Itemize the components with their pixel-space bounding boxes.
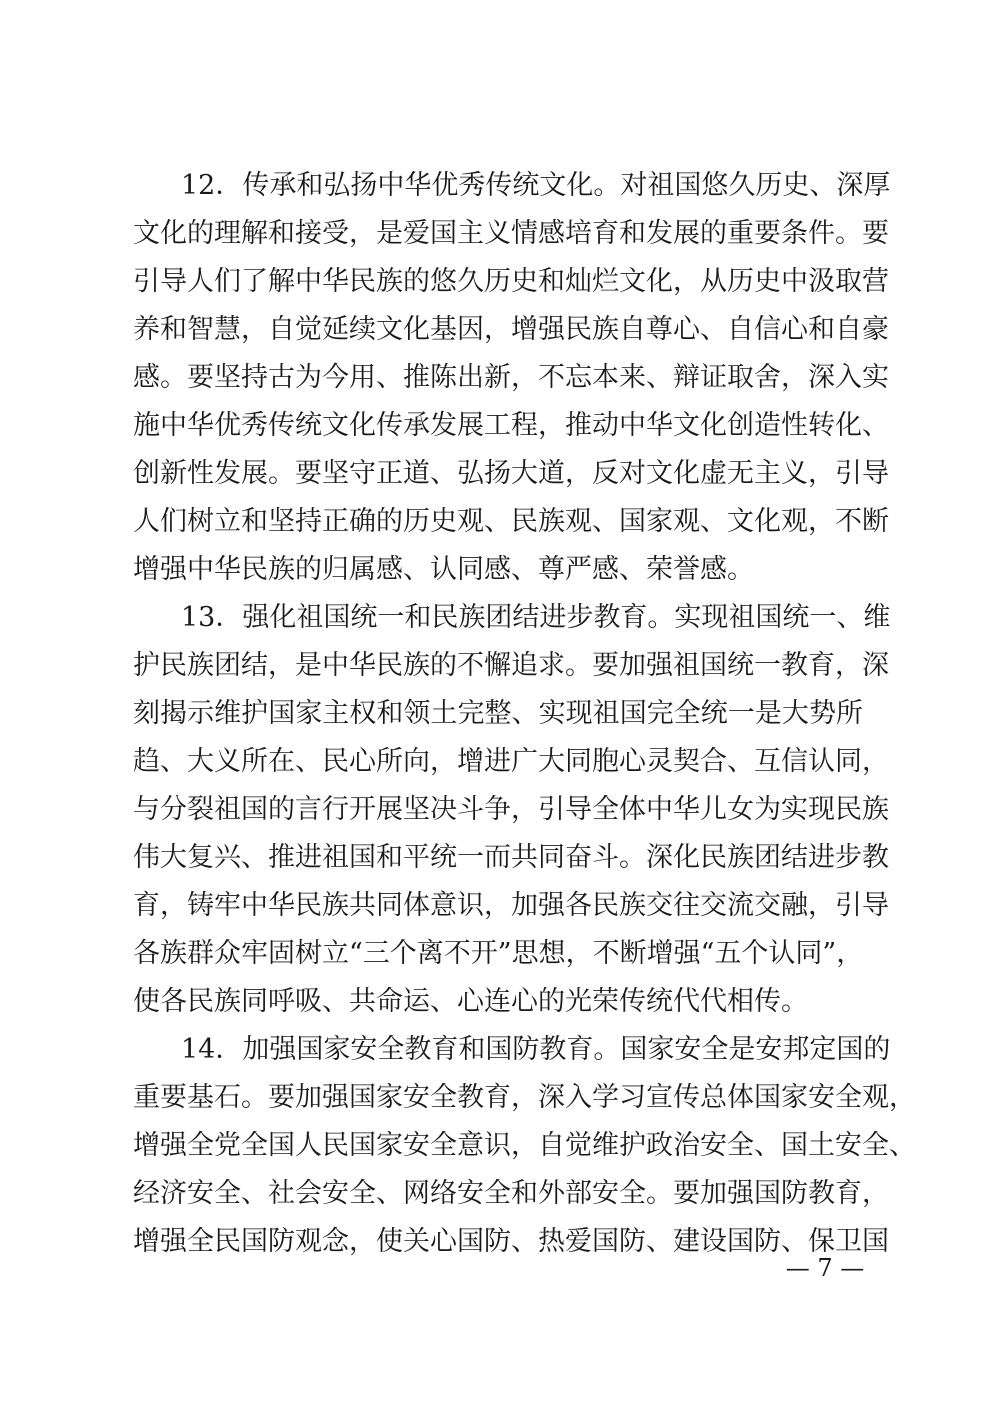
paragraph-line: 刻揭示维护国家主权和领土完整、实现祖国完全统一是大势所 — [133, 698, 863, 729]
page-number: — 7 — — [785, 1254, 865, 1282]
paragraph-line: 护民族团结，是中华民族的不懈追求。要加强祖国统一教育，深 — [133, 650, 889, 681]
paragraph-line: 经济安全、社会安全、网络安全和外部安全。要加强国防教育， — [133, 1178, 889, 1209]
paragraph-line: 创新性发展。要坚守正道、弘扬大道，反对文化虚无主义，引导 — [133, 458, 889, 489]
paragraph-line: 趋、大义所在、民心所向，增进广大同胞心灵契合、互信认同， — [133, 746, 889, 777]
paragraph-line: 12．传承和弘扬中华优秀传统文化。对祖国悠久历史、深厚 — [181, 170, 891, 201]
paragraph-line: 养和智慧，自觉延续文化基因，增强民族自尊心、自信心和自豪 — [133, 314, 889, 345]
paragraph-line: 人们树立和坚持正确的历史观、民族观、国家观、文化观，不断 — [133, 506, 889, 537]
paragraph-line: 伟大复兴、推进祖国和平统一而共同奋斗。深化民族团结进步教 — [133, 842, 889, 873]
paragraph-line: 14．加强国家安全教育和国防教育。国家安全是安邦定国的 — [181, 1034, 891, 1065]
paragraph-line: 与分裂祖国的言行开展坚决斗争，引导全体中华儿女为实现民族 — [133, 794, 889, 825]
paragraph-line: 重要基石。要加强国家安全教育，深入学习宣传总体国家安全观， — [133, 1082, 916, 1113]
paragraph-line: 文化的理解和接受，是爱国主义情感培育和发展的重要条件。要 — [133, 218, 889, 249]
paragraph-line: 育，铸牢中华民族共同体意识，加强各民族交往交流交融，引导 — [133, 890, 889, 921]
paragraph-line: 各族群众牢固树立“三个离不开”思想，不断增强“五个认同”， — [133, 938, 864, 969]
paragraph-line: 增强全民国防观念，使关心国防、热爱国防、建设国防、保卫国 — [133, 1226, 889, 1257]
paragraph-line: 施中华优秀传统文化传承发展工程，推动中华文化创造性转化、 — [133, 410, 889, 441]
paragraph-line: 引导人们了解中华民族的悠久历史和灿烂文化，从历史中汲取营 — [133, 266, 889, 297]
paragraph-line: 增强中华民族的归属感、认同感、尊严感、荣誉感。 — [133, 554, 754, 585]
paragraph-line: 13．强化祖国统一和民族团结进步教育。实现祖国统一、维 — [181, 602, 891, 633]
paragraph-line: 使各民族同呼吸、共命运、心连心的光荣传统代代相传。 — [133, 986, 808, 1017]
paragraph-line: 增强全党全国人民国家安全意识，自觉维护政治安全、国土安全、 — [133, 1130, 916, 1161]
paragraph-line: 感。要坚持古为今用、推陈出新，不忘本来、辩证取舍，深入实 — [133, 362, 889, 393]
